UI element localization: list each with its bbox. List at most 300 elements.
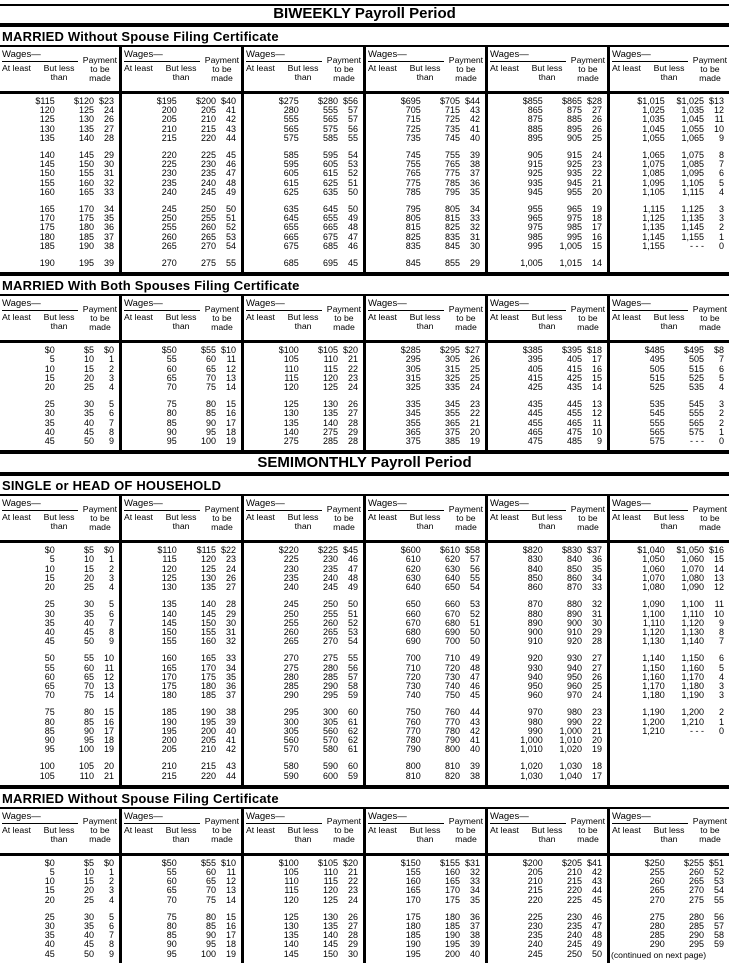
table-row	[610, 654, 729, 663]
cell-payment: $31	[464, 857, 480, 868]
cell-but-less-than: 70	[83, 680, 94, 691]
table-section-semimonthly-single	[0, 476, 729, 788]
cell-but-less-than: 995	[566, 231, 582, 242]
table-row	[488, 151, 607, 160]
cell-but-less-than: 115	[323, 363, 338, 374]
cell-payment: 32	[469, 222, 480, 233]
row-area	[610, 94, 729, 255]
row-group-gap	[366, 392, 485, 400]
table-row	[366, 555, 485, 564]
row-group-gap	[0, 592, 119, 600]
cell-payment: 18	[591, 761, 602, 772]
table-row	[488, 886, 607, 895]
table-row	[366, 896, 485, 905]
table-row	[488, 179, 607, 188]
cell-payment: 49	[469, 653, 480, 664]
cell-payment: 29	[347, 939, 358, 950]
at-least-label: At least	[2, 312, 31, 323]
cell-at-least: 120	[283, 894, 299, 905]
cell-but-less-than: 40	[83, 617, 94, 628]
cell-but-less-than: 235	[322, 563, 338, 574]
column-group	[241, 296, 363, 450]
cell-at-least: 45	[44, 636, 55, 647]
column-group	[0, 496, 119, 784]
cell-at-least: 670	[405, 617, 421, 628]
table-row	[244, 374, 363, 383]
cell-payment: 16	[591, 231, 602, 242]
cell-at-least: 55	[44, 662, 55, 673]
table-row	[488, 233, 607, 242]
table-row	[610, 400, 729, 409]
cell-at-least: 595	[283, 159, 299, 170]
table-row	[610, 355, 729, 364]
table-row	[0, 922, 119, 931]
cell-at-least: 635	[283, 204, 299, 215]
cell-at-least: 750	[405, 707, 421, 718]
cell-payment: 50	[347, 204, 358, 215]
cell-payment: 12	[225, 876, 236, 887]
cell-at-least: 25	[44, 599, 55, 610]
cell-payment: 35	[469, 186, 480, 197]
table-row	[0, 355, 119, 364]
row-group-gap	[610, 700, 729, 708]
cell-but-less-than: 85	[205, 408, 216, 419]
but-less-than-label: But less than	[287, 824, 319, 844]
cell-payment: 25	[469, 363, 480, 374]
wages-subheader	[488, 312, 569, 331]
but-less-than-label: But less than	[531, 312, 563, 332]
table-row	[0, 772, 119, 781]
table-row	[610, 365, 729, 374]
table-row	[488, 565, 607, 574]
cell-at-least: 230	[161, 168, 177, 179]
table-row	[244, 762, 363, 771]
table-row	[0, 673, 119, 682]
cell-payment: 0	[718, 725, 724, 736]
cell-but-less-than: 465	[566, 417, 582, 428]
cell-but-less-than: 1,065	[681, 132, 704, 143]
table-row	[366, 223, 485, 232]
table-row	[366, 106, 485, 115]
table-row	[366, 583, 485, 592]
table-row	[488, 619, 607, 628]
cell-but-less-than: 160	[78, 177, 94, 188]
column-group-header	[244, 296, 363, 343]
cell-payment: 12	[103, 671, 114, 682]
cell-at-least: 920	[527, 653, 543, 664]
at-least-label: At least	[246, 312, 275, 323]
cell-payment: 59	[347, 770, 358, 781]
cell-payment: 17	[225, 930, 236, 941]
row-group-gap	[610, 646, 729, 654]
row-area	[610, 343, 729, 450]
cell-at-least: 880	[527, 608, 543, 619]
column-group	[485, 809, 607, 963]
cell-payment: 3	[718, 690, 724, 701]
cell-but-less-than: 1,130	[681, 626, 704, 637]
table-row	[488, 188, 607, 197]
table-row	[610, 691, 729, 700]
wages-label: Wages—	[124, 298, 200, 311]
cell-at-least: 110	[284, 363, 299, 374]
cell-but-less-than: 165	[444, 876, 460, 887]
cell-payment: 29	[347, 426, 358, 437]
cell-but-less-than: 195	[78, 258, 94, 269]
table-row	[488, 673, 607, 682]
cell-payment: 24	[347, 894, 358, 905]
cell-but-less-than: 515	[688, 363, 704, 374]
cell-payment: 2	[108, 363, 114, 374]
table-row	[244, 772, 363, 781]
but-less-than-label: But less than	[165, 824, 197, 844]
cell-but-less-than: 175	[78, 213, 94, 224]
cell-payment: 51	[469, 617, 480, 628]
payment-label: Payment to be made	[204, 54, 240, 83]
table-row	[366, 610, 485, 619]
cell-payment: 10	[103, 653, 114, 664]
cell-but-less-than: 315	[444, 363, 460, 374]
cell-but-less-than: 15	[83, 876, 94, 887]
payment-label: Payment to be made	[692, 54, 728, 83]
cell-payment: 43	[225, 123, 236, 134]
cell-but-less-than: 1,060	[681, 554, 704, 565]
table-row	[610, 179, 729, 188]
cell-at-least: 60	[166, 876, 177, 887]
row-group-gap	[0, 197, 119, 205]
cell-payment: 22	[347, 363, 358, 374]
wages-header	[122, 296, 203, 340]
cell-at-least: 990	[527, 725, 543, 736]
cell-payment: 34	[469, 885, 480, 896]
cell-payment: 26	[591, 671, 602, 682]
cell-but-less-than: 125	[78, 105, 94, 116]
cell-at-least: 1,150	[642, 662, 665, 673]
cell-but-less-than: 1,150	[681, 653, 704, 664]
cell-payment: 28	[347, 436, 358, 447]
cell-payment: 44	[225, 132, 236, 143]
cell-at-least: 225	[527, 911, 543, 922]
cell-at-least: 315	[405, 372, 421, 383]
cell-but-less-than: 45	[83, 626, 94, 637]
cell-payment: 46	[591, 911, 602, 922]
at-least-label: At least	[124, 63, 153, 73]
column-group-header	[0, 496, 119, 543]
cell-but-less-than: 190	[200, 707, 216, 718]
column-group-header	[610, 496, 729, 543]
wages-subheader	[366, 512, 447, 531]
table-row	[366, 664, 485, 673]
cell-but-less-than: 175	[200, 671, 216, 682]
table-row	[366, 383, 485, 392]
wages-subheader	[610, 825, 691, 844]
cell-at-least: 170	[161, 671, 177, 682]
but-less-than-label: But less than	[287, 512, 319, 532]
cell-at-least: 65	[166, 372, 177, 383]
cell-at-least: 805	[405, 213, 421, 224]
cell-but-less-than: 120	[322, 885, 338, 896]
cell-but-less-than: 120	[200, 554, 216, 565]
wages-header	[122, 47, 203, 91]
cell-but-less-than: 260	[688, 866, 704, 877]
cell-but-less-than: 1,005	[559, 240, 582, 251]
cell-at-least: 260	[283, 626, 299, 637]
wages-label: Wages—	[490, 298, 566, 311]
cell-at-least: 1,135	[642, 222, 665, 233]
table-row	[244, 223, 363, 232]
table-row	[122, 565, 241, 574]
cell-but-less-than: 30	[83, 599, 94, 610]
column-group-header	[122, 296, 241, 343]
cell-but-less-than: $155	[439, 857, 460, 868]
cell-but-less-than: 575	[688, 426, 704, 437]
cell-but-less-than: 15	[83, 363, 94, 374]
cell-payment: 9	[718, 132, 724, 143]
cell-but-less-than: 190	[444, 930, 460, 941]
table-row	[244, 664, 363, 673]
table-row	[244, 346, 363, 355]
cell-but-less-than: 965	[566, 204, 582, 215]
cell-but-less-than: $610	[439, 545, 460, 556]
table-row	[488, 134, 607, 143]
cell-at-least: 75	[166, 399, 177, 410]
table-row	[122, 877, 241, 886]
cell-payment: 39	[103, 258, 114, 269]
cell-but-less-than: 210	[566, 866, 582, 877]
table-row	[122, 106, 241, 115]
cell-but-less-than: 600	[322, 770, 338, 781]
cell-payment: 40	[225, 725, 236, 736]
cell-but-less-than: 275	[200, 258, 216, 269]
cell-payment: 17	[103, 725, 114, 736]
cell-payment: 1	[718, 426, 724, 437]
cell-but-less-than: 70	[205, 372, 216, 383]
cell-payment: 22	[591, 168, 602, 179]
cell-payment: 42	[225, 744, 236, 755]
cell-payment: 53	[347, 626, 358, 637]
cell-at-least: 155	[161, 636, 177, 647]
at-least-label: At least	[612, 824, 641, 835]
cell-but-less-than: 565	[322, 114, 338, 125]
but-less-than-label: But less than	[287, 63, 319, 82]
table-row	[0, 664, 119, 673]
table-section-biweekly-married-without	[0, 27, 729, 276]
wages-header	[488, 809, 569, 853]
payment-label: Payment to be made	[82, 54, 118, 83]
cell-but-less-than: 870	[566, 582, 582, 593]
cell-payment: 32	[469, 866, 480, 877]
cell-at-least: 60	[166, 363, 177, 374]
table-row	[0, 409, 119, 418]
but-less-than-label: But less than	[653, 824, 685, 844]
cell-at-least: 810	[405, 770, 421, 781]
cell-payment: 20	[591, 734, 602, 745]
cell-payment: 13	[103, 680, 114, 691]
cell-at-least: 930	[527, 662, 543, 673]
cell-at-least: 905	[527, 150, 543, 161]
cell-payment: 12	[713, 105, 724, 116]
cell-but-less-than: $280	[317, 96, 338, 106]
cell-but-less-than: 1,045	[681, 114, 704, 125]
cell-payment: 36	[469, 911, 480, 922]
table-row	[122, 600, 241, 609]
cell-payment: 48	[469, 662, 480, 673]
table-row	[366, 365, 485, 374]
table-row	[366, 682, 485, 691]
cell-but-less-than: 275	[322, 653, 338, 664]
cell-but-less-than: 85	[205, 920, 216, 931]
cell-at-least: 180	[405, 920, 421, 931]
cell-at-least: 1,125	[642, 213, 665, 224]
cell-at-least: 715	[405, 114, 421, 125]
cell-payment: 43	[591, 876, 602, 887]
cell-at-least: 205	[161, 744, 177, 755]
cell-payment: 2	[718, 707, 724, 718]
cell-but-less-than: 1,140	[681, 636, 704, 647]
at-least-label: At least	[368, 63, 397, 73]
cell-payment: 38	[469, 159, 480, 170]
cell-but-less-than: 180	[200, 680, 216, 691]
table-row	[122, 205, 241, 214]
cell-payment: 2	[718, 408, 724, 419]
row-area	[122, 94, 241, 272]
cell-at-least: 830	[527, 554, 543, 565]
table-row	[244, 546, 363, 555]
cell-at-least: 425	[527, 382, 543, 393]
cell-but-less-than: 170	[444, 885, 460, 896]
cell-at-least: $820	[522, 545, 543, 556]
cell-but-less-than: 145	[322, 939, 338, 950]
cell-but-less-than: $495	[683, 345, 704, 356]
table-row	[122, 718, 241, 727]
table-row	[366, 97, 485, 106]
table-row	[610, 115, 729, 124]
cell-payment: 42	[591, 866, 602, 877]
cell-but-less-than: 690	[444, 626, 460, 637]
table-row	[122, 691, 241, 700]
table-row	[488, 772, 607, 781]
cell-payment: 5	[108, 599, 114, 610]
cell-payment: 33	[469, 876, 480, 887]
cell-at-least: 125	[161, 572, 177, 583]
row-area	[488, 343, 607, 450]
table-row	[122, 913, 241, 922]
cell-at-least: 555	[649, 417, 665, 428]
cell-at-least: 280	[283, 105, 299, 116]
cell-payment: 14	[713, 563, 724, 574]
cell-payment: 24	[347, 382, 358, 393]
cell-but-less-than: 335	[444, 382, 460, 393]
cell-payment: 43	[469, 716, 480, 727]
table-row	[610, 574, 729, 583]
table-row	[366, 574, 485, 583]
cell-payment: $0	[103, 545, 114, 556]
cell-at-least: 885	[527, 123, 543, 134]
cell-but-less-than: 300	[322, 707, 338, 718]
cell-at-least: 910	[527, 636, 543, 647]
cell-payment: 19	[591, 744, 602, 755]
cell-at-least: 15	[44, 372, 55, 383]
row-group-gap	[122, 143, 241, 151]
table-row	[366, 772, 485, 781]
wages-label: Wages—	[246, 498, 322, 511]
wages-subheader	[488, 63, 569, 82]
cell-but-less-than: 750	[444, 690, 460, 701]
wages-label: Wages—	[2, 298, 78, 311]
cell-but-less-than: 670	[444, 608, 460, 619]
cell-at-least: 35	[44, 417, 55, 428]
table-row	[0, 259, 119, 268]
cell-but-less-than: 920	[566, 636, 582, 647]
cell-but-less-than: 215	[566, 876, 582, 887]
table-row	[244, 115, 363, 124]
cell-but-less-than: 755	[444, 150, 460, 161]
cell-at-least: 1,005	[520, 258, 543, 269]
cell-at-least: 20	[44, 582, 55, 593]
payment-label: Payment to be made	[570, 503, 606, 532]
cell-at-least: 160	[405, 876, 421, 887]
cell-but-less-than: 275	[322, 426, 338, 437]
payment-label: Payment to be made	[448, 54, 484, 83]
cell-at-least: 150	[39, 168, 55, 179]
cell-but-less-than: 780	[444, 725, 460, 736]
wages-subheader	[0, 512, 81, 531]
table-row	[244, 233, 363, 242]
cell-but-less-than: 590	[322, 761, 338, 772]
cell-at-least: 565	[283, 123, 299, 134]
cell-at-least: 1,160	[642, 671, 665, 682]
wages-subheader	[366, 312, 447, 331]
cell-at-least: 255	[161, 222, 177, 233]
cell-at-least: 275	[649, 911, 665, 922]
cell-payment: $51	[708, 857, 724, 868]
but-less-than-label: But less than	[531, 63, 563, 82]
cell-but-less-than: 415	[566, 363, 582, 374]
payment-label: Payment to be made	[204, 303, 240, 332]
cell-payment: 49	[225, 186, 236, 197]
row-group-gap	[0, 143, 119, 151]
cell-payment: 36	[469, 177, 480, 188]
cell-but-less-than: 255	[322, 608, 338, 619]
column-group-header	[488, 296, 607, 343]
cell-payment: 45	[469, 690, 480, 701]
cell-at-least: 250	[161, 213, 177, 224]
cell-but-less-than: 90	[205, 930, 216, 941]
cell-but-less-than: 60	[205, 866, 216, 877]
cell-at-least: 935	[527, 177, 543, 188]
cell-at-least: 1,020	[520, 761, 543, 772]
cell-payment: 6	[718, 168, 724, 179]
wages-subheader	[244, 63, 325, 82]
cell-at-least: 690	[405, 636, 421, 647]
payment-label: Payment to be made	[326, 503, 362, 532]
table-row	[244, 242, 363, 251]
cell-payment: 28	[103, 132, 114, 143]
cell-payment: 29	[225, 608, 236, 619]
cell-at-least: 950	[527, 680, 543, 691]
row-group-gap	[488, 392, 607, 400]
cell-at-least: 680	[405, 626, 421, 637]
cell-at-least: 130	[283, 408, 299, 419]
cell-at-least: 290	[283, 690, 299, 701]
cell-payment: 24	[591, 150, 602, 161]
cell-payment: 59	[713, 939, 724, 950]
table-row	[122, 682, 241, 691]
wages-subheader	[122, 512, 203, 531]
table-row	[244, 134, 363, 143]
cell-but-less-than: $205	[561, 857, 582, 868]
cell-at-least: 205	[527, 866, 543, 877]
payment-label: Payment to be made	[82, 503, 118, 532]
